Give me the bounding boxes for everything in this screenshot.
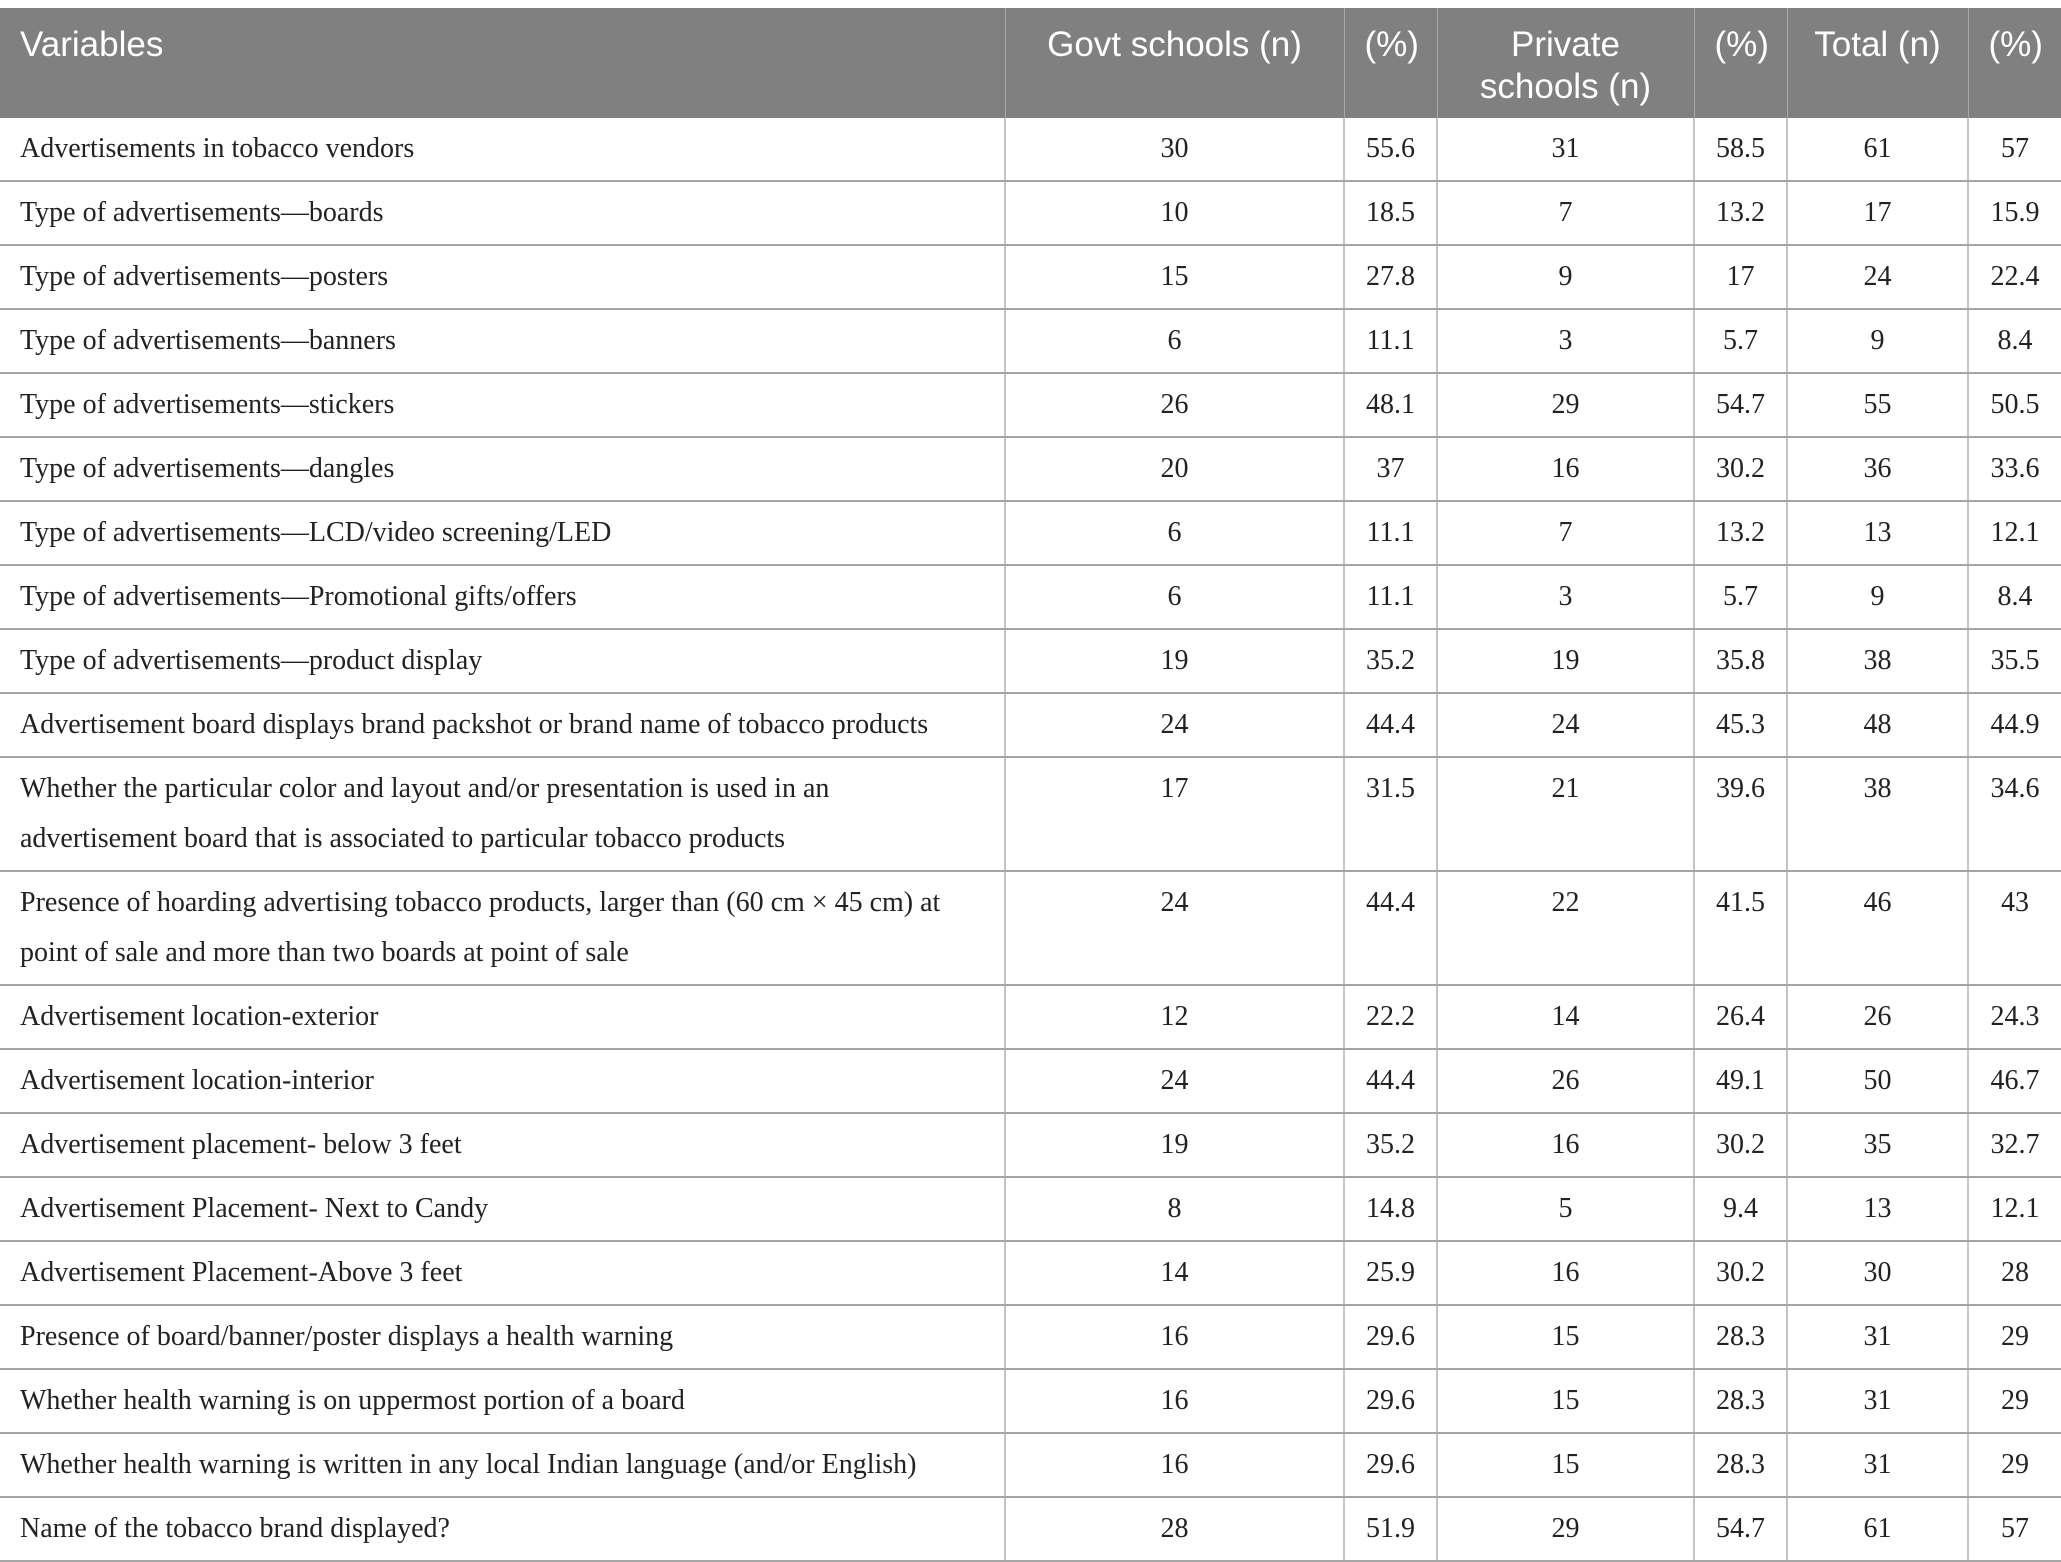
cell-private-n: 9 xyxy=(1437,245,1694,309)
cell-private-n: 7 xyxy=(1437,181,1694,245)
table-row xyxy=(0,1241,2061,1305)
cell-govt-pct: 11.1 xyxy=(1344,309,1437,373)
cell-govt-n: 26 xyxy=(1005,373,1344,437)
cell-govt-pct: 29.6 xyxy=(1344,1369,1437,1433)
cell-total-pct: 22.4 xyxy=(1968,245,2061,309)
cell-total-n: 9 xyxy=(1787,309,1968,373)
cell-total-pct: 28 xyxy=(1968,1241,2061,1305)
cell-govt-pct: 14.8 xyxy=(1344,1177,1437,1241)
cell-govt-pct: 27.8 xyxy=(1344,245,1437,309)
cell-total-pct: 15.9 xyxy=(1968,181,2061,245)
cell-total-n: 50 xyxy=(1787,1049,1968,1113)
cell-private-n: 29 xyxy=(1437,373,1694,437)
cell-total-pct: 34.6 xyxy=(1968,757,2061,871)
cell-total-n: 31 xyxy=(1787,1369,1968,1433)
cell-private-pct: 26.4 xyxy=(1694,985,1787,1049)
cell-private-pct: 5.7 xyxy=(1694,309,1787,373)
cell-private-n: 31 xyxy=(1437,118,1694,181)
cell-total-pct: 32.7 xyxy=(1968,1113,2061,1177)
cell-variable: Advertisements in tobacco vendors xyxy=(0,118,1005,181)
cell-variable: Advertisement location-exterior xyxy=(0,985,1005,1049)
cell-govt-pct: 37 xyxy=(1344,437,1437,501)
cell-govt-n: 12 xyxy=(1005,985,1344,1049)
table-row xyxy=(0,373,2061,437)
cell-private-pct: 39.6 xyxy=(1694,757,1787,871)
table-row xyxy=(0,437,2061,501)
cell-govt-pct: 18.5 xyxy=(1344,181,1437,245)
cell-private-pct: 35.8 xyxy=(1694,629,1787,693)
cell-govt-n: 24 xyxy=(1005,693,1344,757)
cell-govt-pct: 22.2 xyxy=(1344,985,1437,1049)
cell-total-n: 38 xyxy=(1787,757,1968,871)
cell-private-pct: 41.5 xyxy=(1694,871,1787,985)
cell-total-pct: 33.6 xyxy=(1968,437,2061,501)
table-row xyxy=(0,1497,2061,1561)
cell-govt-n: 30 xyxy=(1005,118,1344,181)
cell-govt-pct: 55.6 xyxy=(1344,118,1437,181)
header-govt-n: Govt schools (n) xyxy=(1005,8,1344,118)
cell-govt-n: 19 xyxy=(1005,1113,1344,1177)
cell-total-pct: 8.4 xyxy=(1968,565,2061,629)
cell-govt-n: 6 xyxy=(1005,309,1344,373)
cell-total-pct: 12.1 xyxy=(1968,1177,2061,1241)
cell-govt-n: 16 xyxy=(1005,1305,1344,1369)
cell-variable: Type of advertisements—banners xyxy=(0,309,1005,373)
cell-private-pct: 58.5 xyxy=(1694,118,1787,181)
header-variables: Variables xyxy=(0,8,1005,118)
cell-variable: Advertisement board displays brand packshot or brand name of tobacco products xyxy=(0,693,1005,757)
cell-govt-n: 10 xyxy=(1005,181,1344,245)
cell-govt-pct: 25.9 xyxy=(1344,1241,1437,1305)
cell-govt-n: 28 xyxy=(1005,1497,1344,1561)
cell-govt-n: 6 xyxy=(1005,565,1344,629)
cell-total-pct: 29 xyxy=(1968,1433,2061,1497)
cell-total-n: 26 xyxy=(1787,985,1968,1049)
cell-variable: Advertisement location-interior xyxy=(0,1049,1005,1113)
cell-variable: Type of advertisements—product display xyxy=(0,629,1005,693)
cell-govt-n: 19 xyxy=(1005,629,1344,693)
cell-total-n: 9 xyxy=(1787,565,1968,629)
table-row xyxy=(0,629,2061,693)
cell-total-n: 61 xyxy=(1787,1497,1968,1561)
cell-govt-pct: 29.6 xyxy=(1344,1305,1437,1369)
table-row xyxy=(0,565,2061,629)
cell-private-n: 15 xyxy=(1437,1433,1694,1497)
cell-variable: Type of advertisements—dangles xyxy=(0,437,1005,501)
cell-total-n: 35 xyxy=(1787,1113,1968,1177)
table-row xyxy=(0,501,2061,565)
cell-total-pct: 35.5 xyxy=(1968,629,2061,693)
cell-private-pct: 9.4 xyxy=(1694,1177,1787,1241)
cell-govt-n: 24 xyxy=(1005,1049,1344,1113)
cell-private-n: 7 xyxy=(1437,501,1694,565)
cell-total-pct: 29 xyxy=(1968,1305,2061,1369)
cell-total-n: 46 xyxy=(1787,871,1968,985)
cell-private-n: 24 xyxy=(1437,693,1694,757)
table-row xyxy=(0,1369,2061,1433)
table-row xyxy=(0,309,2061,373)
cell-variable: Whether health warning is written in any local Indian language (and/or English) xyxy=(0,1433,1005,1497)
cell-private-pct: 28.3 xyxy=(1694,1369,1787,1433)
cell-total-pct: 50.5 xyxy=(1968,373,2061,437)
cell-govt-pct: 11.1 xyxy=(1344,501,1437,565)
cell-total-pct: 46.7 xyxy=(1968,1049,2061,1113)
table-row xyxy=(0,1177,2061,1241)
cell-private-n: 26 xyxy=(1437,1049,1694,1113)
table-row xyxy=(0,118,2061,181)
cell-govt-pct: 35.2 xyxy=(1344,1113,1437,1177)
cell-private-n: 3 xyxy=(1437,565,1694,629)
cell-variable: Presence of board/banner/poster displays a health warning xyxy=(0,1305,1005,1369)
cell-total-n: 17 xyxy=(1787,181,1968,245)
cell-private-n: 16 xyxy=(1437,1113,1694,1177)
cell-variable: Advertisement placement- below 3 feet xyxy=(0,1113,1005,1177)
cell-private-n: 15 xyxy=(1437,1305,1694,1369)
cell-govt-pct: 44.4 xyxy=(1344,871,1437,985)
cell-variable: Advertisement Placement-Above 3 feet xyxy=(0,1241,1005,1305)
cell-private-n: 15 xyxy=(1437,1369,1694,1433)
cell-private-pct: 30.2 xyxy=(1694,437,1787,501)
cell-private-n: 22 xyxy=(1437,871,1694,985)
cell-variable: Type of advertisements—LCD/video screening/LED xyxy=(0,501,1005,565)
header-private-pct: (%) xyxy=(1694,8,1787,118)
cell-govt-n: 16 xyxy=(1005,1369,1344,1433)
table-body xyxy=(0,118,2061,1561)
cell-total-n: 30 xyxy=(1787,1241,1968,1305)
table-row xyxy=(0,871,2061,985)
table-row xyxy=(0,245,2061,309)
cell-private-pct: 54.7 xyxy=(1694,373,1787,437)
cell-private-n: 5 xyxy=(1437,1177,1694,1241)
cell-total-pct: 12.1 xyxy=(1968,501,2061,565)
cell-govt-pct: 35.2 xyxy=(1344,629,1437,693)
table-row xyxy=(0,757,2061,871)
cell-variable: Type of advertisements—stickers xyxy=(0,373,1005,437)
cell-total-pct: 29 xyxy=(1968,1369,2061,1433)
header-govt-pct: (%) xyxy=(1344,8,1437,118)
cell-private-pct: 13.2 xyxy=(1694,501,1787,565)
table-row xyxy=(0,1433,2061,1497)
cell-private-pct: 30.2 xyxy=(1694,1113,1787,1177)
cell-private-pct: 45.3 xyxy=(1694,693,1787,757)
cell-govt-pct: 48.1 xyxy=(1344,373,1437,437)
table-header xyxy=(0,8,2061,118)
cell-total-n: 13 xyxy=(1787,1177,1968,1241)
cell-variable: Whether the particular color and layout and/or presentation is used in an advertisement board that is associated to particular tobacco products xyxy=(0,757,1005,871)
cell-total-pct: 57 xyxy=(1968,118,2061,181)
cell-total-n: 13 xyxy=(1787,501,1968,565)
cell-private-pct: 5.7 xyxy=(1694,565,1787,629)
cell-variable: Name of the tobacco brand displayed? xyxy=(0,1497,1005,1561)
cell-private-n: 14 xyxy=(1437,985,1694,1049)
cell-total-n: 31 xyxy=(1787,1305,1968,1369)
cell-govt-n: 16 xyxy=(1005,1433,1344,1497)
cell-total-pct: 43 xyxy=(1968,871,2061,985)
cell-total-n: 61 xyxy=(1787,118,1968,181)
cell-govt-pct: 11.1 xyxy=(1344,565,1437,629)
cell-total-n: 48 xyxy=(1787,693,1968,757)
data-table xyxy=(0,8,2061,1562)
cell-variable: Advertisement Placement- Next to Candy xyxy=(0,1177,1005,1241)
cell-total-pct: 44.9 xyxy=(1968,693,2061,757)
cell-govt-n: 17 xyxy=(1005,757,1344,871)
cell-total-n: 36 xyxy=(1787,437,1968,501)
table-row xyxy=(0,1305,2061,1369)
table-row xyxy=(0,985,2061,1049)
cell-govt-n: 14 xyxy=(1005,1241,1344,1305)
cell-private-n: 19 xyxy=(1437,629,1694,693)
cell-total-pct: 57 xyxy=(1968,1497,2061,1561)
cell-private-pct: 30.2 xyxy=(1694,1241,1787,1305)
cell-private-pct: 28.3 xyxy=(1694,1305,1787,1369)
cell-private-pct: 17 xyxy=(1694,245,1787,309)
cell-private-n: 3 xyxy=(1437,309,1694,373)
header-private-n: Private schools (n) xyxy=(1437,8,1694,118)
cell-total-n: 38 xyxy=(1787,629,1968,693)
cell-private-n: 29 xyxy=(1437,1497,1694,1561)
cell-private-n: 16 xyxy=(1437,437,1694,501)
cell-private-pct: 28.3 xyxy=(1694,1433,1787,1497)
cell-variable: Type of advertisements—Promotional gifts/offers xyxy=(0,565,1005,629)
cell-govt-pct: 44.4 xyxy=(1344,693,1437,757)
cell-private-n: 21 xyxy=(1437,757,1694,871)
cell-govt-pct: 29.6 xyxy=(1344,1433,1437,1497)
table-row xyxy=(0,1113,2061,1177)
cell-total-n: 31 xyxy=(1787,1433,1968,1497)
cell-variable: Type of advertisements—boards xyxy=(0,181,1005,245)
header-total-n: Total (n) xyxy=(1787,8,1968,118)
cell-govt-n: 8 xyxy=(1005,1177,1344,1241)
header-row xyxy=(0,8,2061,118)
cell-variable: Presence of hoarding advertising tobacco products, larger than (60 cm × 45 cm) at point of sale and more than two boards at point of sale xyxy=(0,871,1005,985)
cell-govt-pct: 44.4 xyxy=(1344,1049,1437,1113)
cell-variable: Whether health warning is on uppermost portion of a board xyxy=(0,1369,1005,1433)
table-row xyxy=(0,1049,2061,1113)
cell-govt-pct: 51.9 xyxy=(1344,1497,1437,1561)
table-row xyxy=(0,693,2061,757)
cell-total-pct: 8.4 xyxy=(1968,309,2061,373)
table-row xyxy=(0,181,2061,245)
cell-variable: Type of advertisements—posters xyxy=(0,245,1005,309)
cell-private-pct: 49.1 xyxy=(1694,1049,1787,1113)
cell-govt-n: 15 xyxy=(1005,245,1344,309)
cell-total-n: 55 xyxy=(1787,373,1968,437)
cell-govt-pct: 31.5 xyxy=(1344,757,1437,871)
header-total-pct: (%) xyxy=(1968,8,2061,118)
cell-total-n: 24 xyxy=(1787,245,1968,309)
cell-govt-n: 24 xyxy=(1005,871,1344,985)
cell-private-pct: 13.2 xyxy=(1694,181,1787,245)
cell-private-pct: 54.7 xyxy=(1694,1497,1787,1561)
cell-total-pct: 24.3 xyxy=(1968,985,2061,1049)
cell-govt-n: 6 xyxy=(1005,501,1344,565)
cell-private-n: 16 xyxy=(1437,1241,1694,1305)
cell-govt-n: 20 xyxy=(1005,437,1344,501)
